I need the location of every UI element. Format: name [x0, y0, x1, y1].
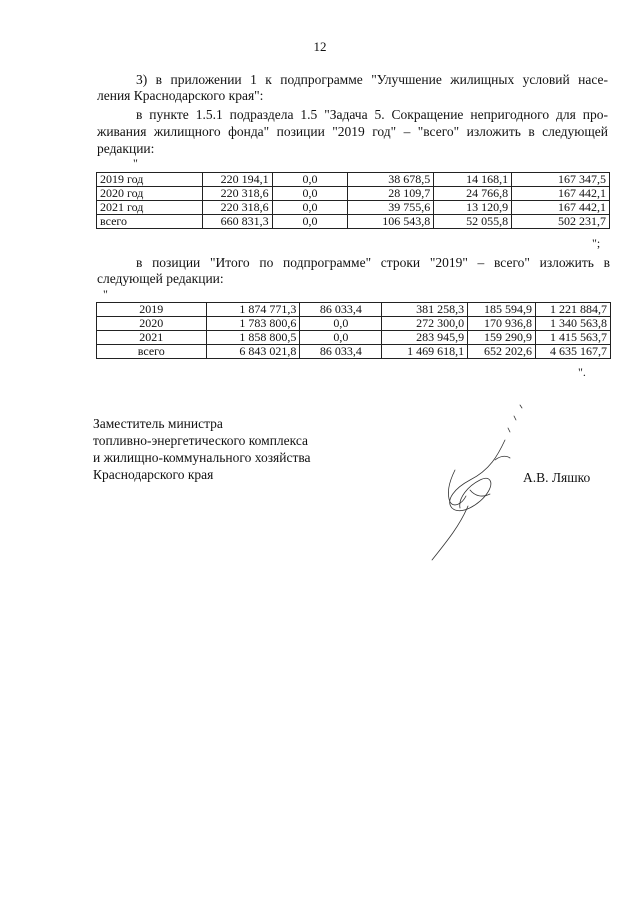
- table2-cell-total: 1 874 771,3: [206, 303, 300, 317]
- intro-line-5: редакции:: [97, 141, 155, 156]
- table1-row-label: 2019 год: [97, 173, 203, 187]
- table2-cell-extra: 1 340 563,8: [536, 317, 611, 331]
- table1-cell-regional: 106 543,8: [348, 215, 434, 229]
- table2-open-quote: ": [103, 287, 108, 301]
- table1-cell-extra: 167 442,1: [512, 187, 610, 201]
- table2-row-label: 2021: [97, 331, 207, 345]
- table1-cell-local: 13 120,9: [434, 201, 512, 215]
- table2-cell-total: 1 783 800,6: [206, 317, 300, 331]
- table1-cell-federal: 0,0: [272, 215, 348, 229]
- signatory-name: А.В. Ляшко: [523, 470, 591, 485]
- table2-row-label: всего: [97, 345, 207, 359]
- table1-cell-extra: 167 347,5: [512, 173, 610, 187]
- table1-cell-extra: 502 231,7: [512, 215, 610, 229]
- table-2: [96, 302, 611, 359]
- table2-cell-local: 170 936,8: [468, 317, 536, 331]
- table2-cell-extra: 1 221 884,7: [536, 303, 611, 317]
- table1-cell-total: 220 318,6: [202, 187, 272, 201]
- table1-cell-total: 220 318,6: [202, 201, 272, 215]
- table2-row: [97, 331, 611, 345]
- table2-cell-regional: 272 300,0: [382, 317, 468, 331]
- table2-close-quote: ".: [578, 365, 586, 379]
- table1-cell-total: 220 194,1: [202, 173, 272, 187]
- intro-line-1: 3) в приложении 1 к подпрограмме "Улучшение жилищных условий насе-: [136, 72, 608, 87]
- table1-cell-local: 52 055,8: [434, 215, 512, 229]
- table2-cell-federal: 86 033,4: [300, 303, 382, 317]
- middle-line-2: следующей редакции:: [97, 271, 224, 286]
- table2-cell-local: 159 290,9: [468, 331, 536, 345]
- table2-row: [97, 303, 611, 317]
- table2-cell-extra: 4 635 167,7: [536, 345, 611, 359]
- table1-cell-extra: 167 442,1: [512, 201, 610, 215]
- signature-title-line-1: Заместитель министра: [93, 416, 223, 431]
- table2-cell-federal: 86 033,4: [300, 345, 382, 359]
- table2-cell-total: 6 843 021,8: [206, 345, 300, 359]
- table1-open-quote: ": [133, 156, 138, 170]
- handwritten-signature: [410, 400, 570, 570]
- table2-cell-local: 185 594,9: [468, 303, 536, 317]
- table1-cell-total: 660 831,3: [202, 215, 272, 229]
- table1-cell-regional: 39 755,6: [348, 201, 434, 215]
- table2-row: [97, 345, 611, 359]
- table2-row: [97, 317, 611, 331]
- table1-cell-federal: 0,0: [272, 201, 348, 215]
- signature-title-line-2: топливно-энергетического комплекса: [93, 433, 309, 448]
- table2-cell-regional: 283 945,9: [382, 331, 468, 345]
- table1-row-label: 2021 год: [97, 201, 203, 215]
- table2-row-label: 2020: [97, 317, 207, 331]
- table1-row: [97, 215, 610, 229]
- table1-cell-local: 14 168,1: [434, 173, 512, 187]
- table2-cell-extra: 1 415 563,7: [536, 331, 611, 345]
- intro-line-2: ления Краснодарского края":: [97, 88, 264, 103]
- table1-close-quote: ";: [592, 236, 601, 250]
- table2-cell-regional: 381 258,3: [382, 303, 468, 317]
- table1-row: [97, 201, 610, 215]
- signature-title-line-3: и жилищно-коммунального хозяйства: [93, 450, 311, 465]
- table2-cell-total: 1 858 800,5: [206, 331, 300, 345]
- table2-cell-federal: 0,0: [300, 331, 382, 345]
- table1-cell-federal: 0,0: [272, 187, 348, 201]
- table1-cell-regional: 38 678,5: [348, 173, 434, 187]
- table1-cell-local: 24 766,8: [434, 187, 512, 201]
- intro-line-3: в пункте 1.5.1 подраздела 1.5 "Задача 5. Сокращение непригодного для про-: [136, 107, 608, 122]
- table1-row-label: всего: [97, 215, 203, 229]
- table2-cell-local: 652 202,6: [468, 345, 536, 359]
- table-1: [96, 172, 610, 229]
- table1-row: [97, 173, 610, 187]
- table1-row: [97, 187, 610, 201]
- table1-cell-regional: 28 109,7: [348, 187, 434, 201]
- table2-row-label: 2019: [97, 303, 207, 317]
- table2-cell-regional: 1 469 618,1: [382, 345, 468, 359]
- intro-line-4: живания жилищного фонда" позиции "2019 год" – "всего" изложить в следующей: [97, 124, 608, 139]
- middle-line-1: в позиции "Итого по подпрограмме" строки "2019" – всего" изложить в: [136, 255, 610, 270]
- page-number: 12: [313, 39, 327, 54]
- table1-cell-federal: 0,0: [272, 173, 348, 187]
- table1-row-label: 2020 год: [97, 187, 203, 201]
- signature-title-line-4: Краснодарского края: [93, 467, 214, 482]
- table2-cell-federal: 0,0: [300, 317, 382, 331]
